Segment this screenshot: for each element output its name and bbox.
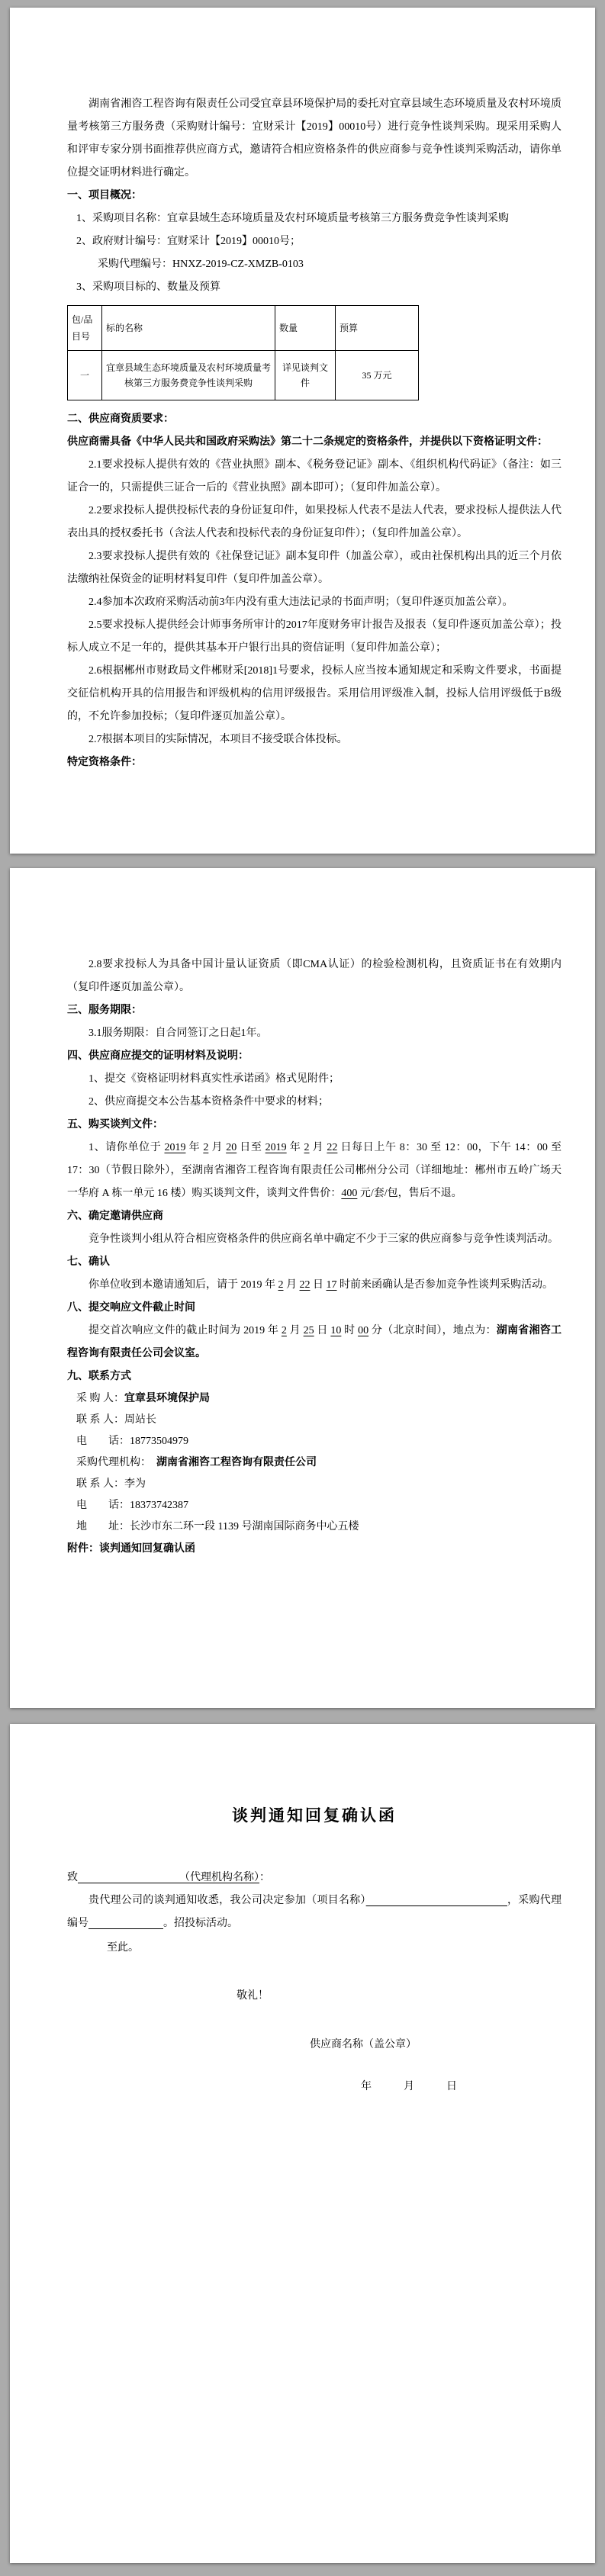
table-header-package: 包/品目号 bbox=[68, 306, 102, 351]
section-5-heading: 五、购买谈判文件： bbox=[67, 1119, 163, 1130]
purchaser-contact-label: 联 系 人： bbox=[76, 1414, 124, 1426]
section-2-heading: 二、供应商资质要求： bbox=[67, 413, 174, 425]
section-7-paragraph: 你单位收到本邀请通知后，请于 2019 年 2 月 22 日 17 时前来函确认是否参加竞争性谈判采购活动。 bbox=[88, 1279, 553, 1291]
requirement-2-4: 2.4参加本次政府采购活动前3年内没有重大违法记录的书面声明；（复印件逐页加盖公章）。 bbox=[88, 597, 513, 608]
letter-to-line: 致 （代理机构名称）： bbox=[67, 1872, 270, 1883]
agency-contact-line bbox=[67, 1474, 562, 1495]
section-8-paragraph: 提交首次响应文件的截止时间为 2019 年 2 月 25 日 10 时 00 分（北京时间），地点为：湖南省湘咨工程咨询有限责任公司会议室。 bbox=[67, 1325, 562, 1359]
table-header-quantity: 数量 bbox=[275, 306, 336, 351]
section-4-item-1: 1、提交《资格证明材料真实性承诺函》格式见附件； bbox=[88, 1073, 340, 1085]
agency-value: 湖南省湘咨工程咨询有限责任公司 bbox=[156, 1457, 317, 1468]
section-1-item-1: 1、采购项目名称：宜章县域生态环境质量及农村环境质量考核第三方服务费竞争性谈判采购 bbox=[76, 213, 509, 224]
section-6-paragraph: 竞争性谈判小组从符合相应资格条件的供应商名单中确定不少于三家的供应商参与竞争性谈判活动。 bbox=[88, 1233, 558, 1245]
agency-phone-line bbox=[67, 1495, 562, 1516]
table-cell-package-no: 一 bbox=[68, 351, 102, 400]
section-1-item-3: 3、采购项目标的、数量及预算 bbox=[76, 281, 220, 293]
agency-contact-label: 联 系 人： bbox=[76, 1478, 124, 1490]
section-4-item-2: 2、供应商提交本公告基本资格条件中要求的材料； bbox=[88, 1096, 329, 1108]
confirmation-letter-title: 谈判通知回复确认函 bbox=[232, 1806, 397, 1825]
table-row bbox=[68, 351, 419, 400]
table-header-budget: 预算 bbox=[336, 306, 419, 351]
table-header-subject: 标的名称 bbox=[102, 306, 275, 351]
section-6-heading: 六、确定邀请供应商 bbox=[67, 1211, 163, 1222]
requirement-2-2: 2.2要求投标人提供投标代表的身份证复印件，如果投标人代表不是法人代表，要求投标人提供法人代表出具的授权委托书（含法人代表和投标代表的身份证复印件）；（复印件加盖公章）。 bbox=[67, 505, 562, 539]
requirement-2-6: 2.6根据郴州市财政局文件郴财采[2018]1号要求，投标人应当按本通知规定和采购文件要求，书面提交征信机构开具的信用报告和评级机构的信用评级报告。采用信用评级准入制，投标人信用评级低于B级的，不允许参加投标；（复印件逐页加盖公章）。 bbox=[67, 665, 562, 722]
requirement-2-7: 2.7根据本项目的实际情况，本项目不接受联合体投标。 bbox=[88, 734, 348, 745]
agency-address-label: 地 址： bbox=[76, 1521, 130, 1532]
purchaser-phone-value: 18773504979 bbox=[130, 1436, 188, 1447]
requirement-2-3: 2.3要求投标人提供有效的《社保登记证》副本复印件（加盖公章），或由社保机构出具的近三个月依法缴纳社保资金的证明材料复印件（复印件加盖公章）。 bbox=[67, 551, 562, 585]
section-9-heading: 九、联系方式 bbox=[67, 1371, 131, 1382]
section-4-heading: 四、供应商应提交的证明材料及说明： bbox=[67, 1050, 249, 1062]
letter-body: 贵代理公司的谈判通知收悉，我公司决定参加（项目名称） ，采购代理编号 。招投标活动。 bbox=[67, 1895, 562, 1929]
agency-contact-value: 李为 bbox=[124, 1478, 146, 1490]
section-7-heading: 七、确认 bbox=[67, 1256, 110, 1268]
section-3-heading: 三、服务期限： bbox=[67, 1005, 142, 1016]
attachment-heading: 附件：谈判通知回复确认函 bbox=[67, 1543, 195, 1555]
document-page-3 bbox=[10, 1724, 595, 2563]
intro-paragraph: 湖南省湘咨工程咨询有限责任公司受宜章县环境保护局的委托对宜章县域生态环境质量及农村环境质量考核第三方服务费（采购财计编号：宜财采计【2019】00010号）进行竞争性谈判采购。现采用采购人和评审专家分别书面推荐供应商方式，邀请符合相应资格条件的供应商参与竞争性谈判采购活动，请你单位提交证明材料进行确定。 bbox=[67, 98, 562, 178]
requirement-2-5: 2.5要求投标人提供经会计师事务所审计的2017年度财务审计报告及报表（复印件逐页加盖公章）；投标人成立不足一年的，提供其基本开户银行出具的资信证明（复印件加盖公章）； bbox=[67, 619, 562, 654]
section-8-heading: 八、提交响应文件截止时间 bbox=[67, 1302, 195, 1314]
purchaser-phone-line bbox=[67, 1431, 562, 1452]
section-1-item-2b: 采购代理编号：HNXZ-2019-CZ-XMZB-0103 bbox=[98, 259, 304, 270]
purchaser-label: 采 购 人： bbox=[76, 1393, 124, 1404]
table-cell-quantity: 详见谈判文件 bbox=[275, 351, 336, 400]
letter-closing-2: 敬礼！ bbox=[237, 1990, 269, 2002]
purchaser-line bbox=[67, 1388, 562, 1410]
document-viewer bbox=[0, 8, 605, 2563]
section-3-item: 3.1服务期限：自合同签订之日起1年。 bbox=[88, 1028, 268, 1039]
agency-phone-label: 电 话： bbox=[76, 1500, 130, 1511]
document-page-1 bbox=[10, 8, 595, 854]
document-page-2 bbox=[10, 868, 595, 1708]
requirement-2-8: 2.8要求投标人为具备中国计量认证资质（即CMA认证）的检验检测机构，且资质证书在有效期内（复印件逐页加盖公章）。 bbox=[67, 959, 562, 993]
date-line: 年 月 日 bbox=[361, 2081, 457, 2092]
agency-address-value: 长沙市东二环一段 1139 号湖南国际商务中心五楼 bbox=[130, 1521, 359, 1532]
procurement-table bbox=[67, 305, 419, 400]
section-1-item-2: 2、政府财计编号：宜财采计【2019】00010号； bbox=[76, 236, 301, 247]
section-1-heading: 一、项目概况： bbox=[67, 190, 142, 201]
agency-label: 采购代理机构： bbox=[76, 1457, 156, 1468]
letter-closing-1: 至此。 bbox=[107, 1942, 139, 1954]
table-cell-budget: 35 万元 bbox=[336, 351, 419, 400]
agency-phone-value: 18373742387 bbox=[130, 1500, 188, 1511]
purchaser-phone-label: 电 话： bbox=[76, 1436, 130, 1447]
purchaser-contact-value: 周站长 bbox=[124, 1414, 156, 1426]
section-2-intro: 供应商需具备《中华人民共和国政府采购法》第二十二条规定的资格条件，并提供以下资格证明文件： bbox=[67, 436, 548, 448]
agency-address-line bbox=[67, 1516, 562, 1538]
requirement-2-1: 2.1要求投标人提供有效的《营业执照》副本、《税务登记证》副本、《组织机构代码证》（备注：如三证合一的，只需提供三证合一后的《营业执照》副本即可）；（复印件加盖公章）。 bbox=[67, 459, 562, 494]
section-5-paragraph: 1、请你单位于 2019 年 2 月 20 日至 2019 年 2 月 22 日每日上午 8：30 至 12：00，下午 14：00 至 17：30（节假日除外），至湖南省湘咨工程咨询有限责任公司郴州分公司（详细地址：郴州市五岭广场天一华府 A 栋一单元 16 楼）购买谈判文件，谈判文件售价：400 元/套/包，售后不退。 bbox=[67, 1142, 562, 1199]
purchaser-value: 宜章县环境保护局 bbox=[124, 1393, 210, 1404]
special-qualification-heading: 特定资格条件： bbox=[67, 757, 142, 768]
supplier-signature-line: 供应商名称（盖公章） bbox=[310, 2039, 417, 2050]
purchaser-contact-line bbox=[67, 1410, 562, 1431]
table-header-row bbox=[68, 306, 419, 351]
agency-line bbox=[67, 1452, 562, 1474]
table-cell-subject-name: 宜章县域生态环境质量及农村环境质量考核第三方服务费竞争性谈判采购 bbox=[102, 351, 275, 400]
